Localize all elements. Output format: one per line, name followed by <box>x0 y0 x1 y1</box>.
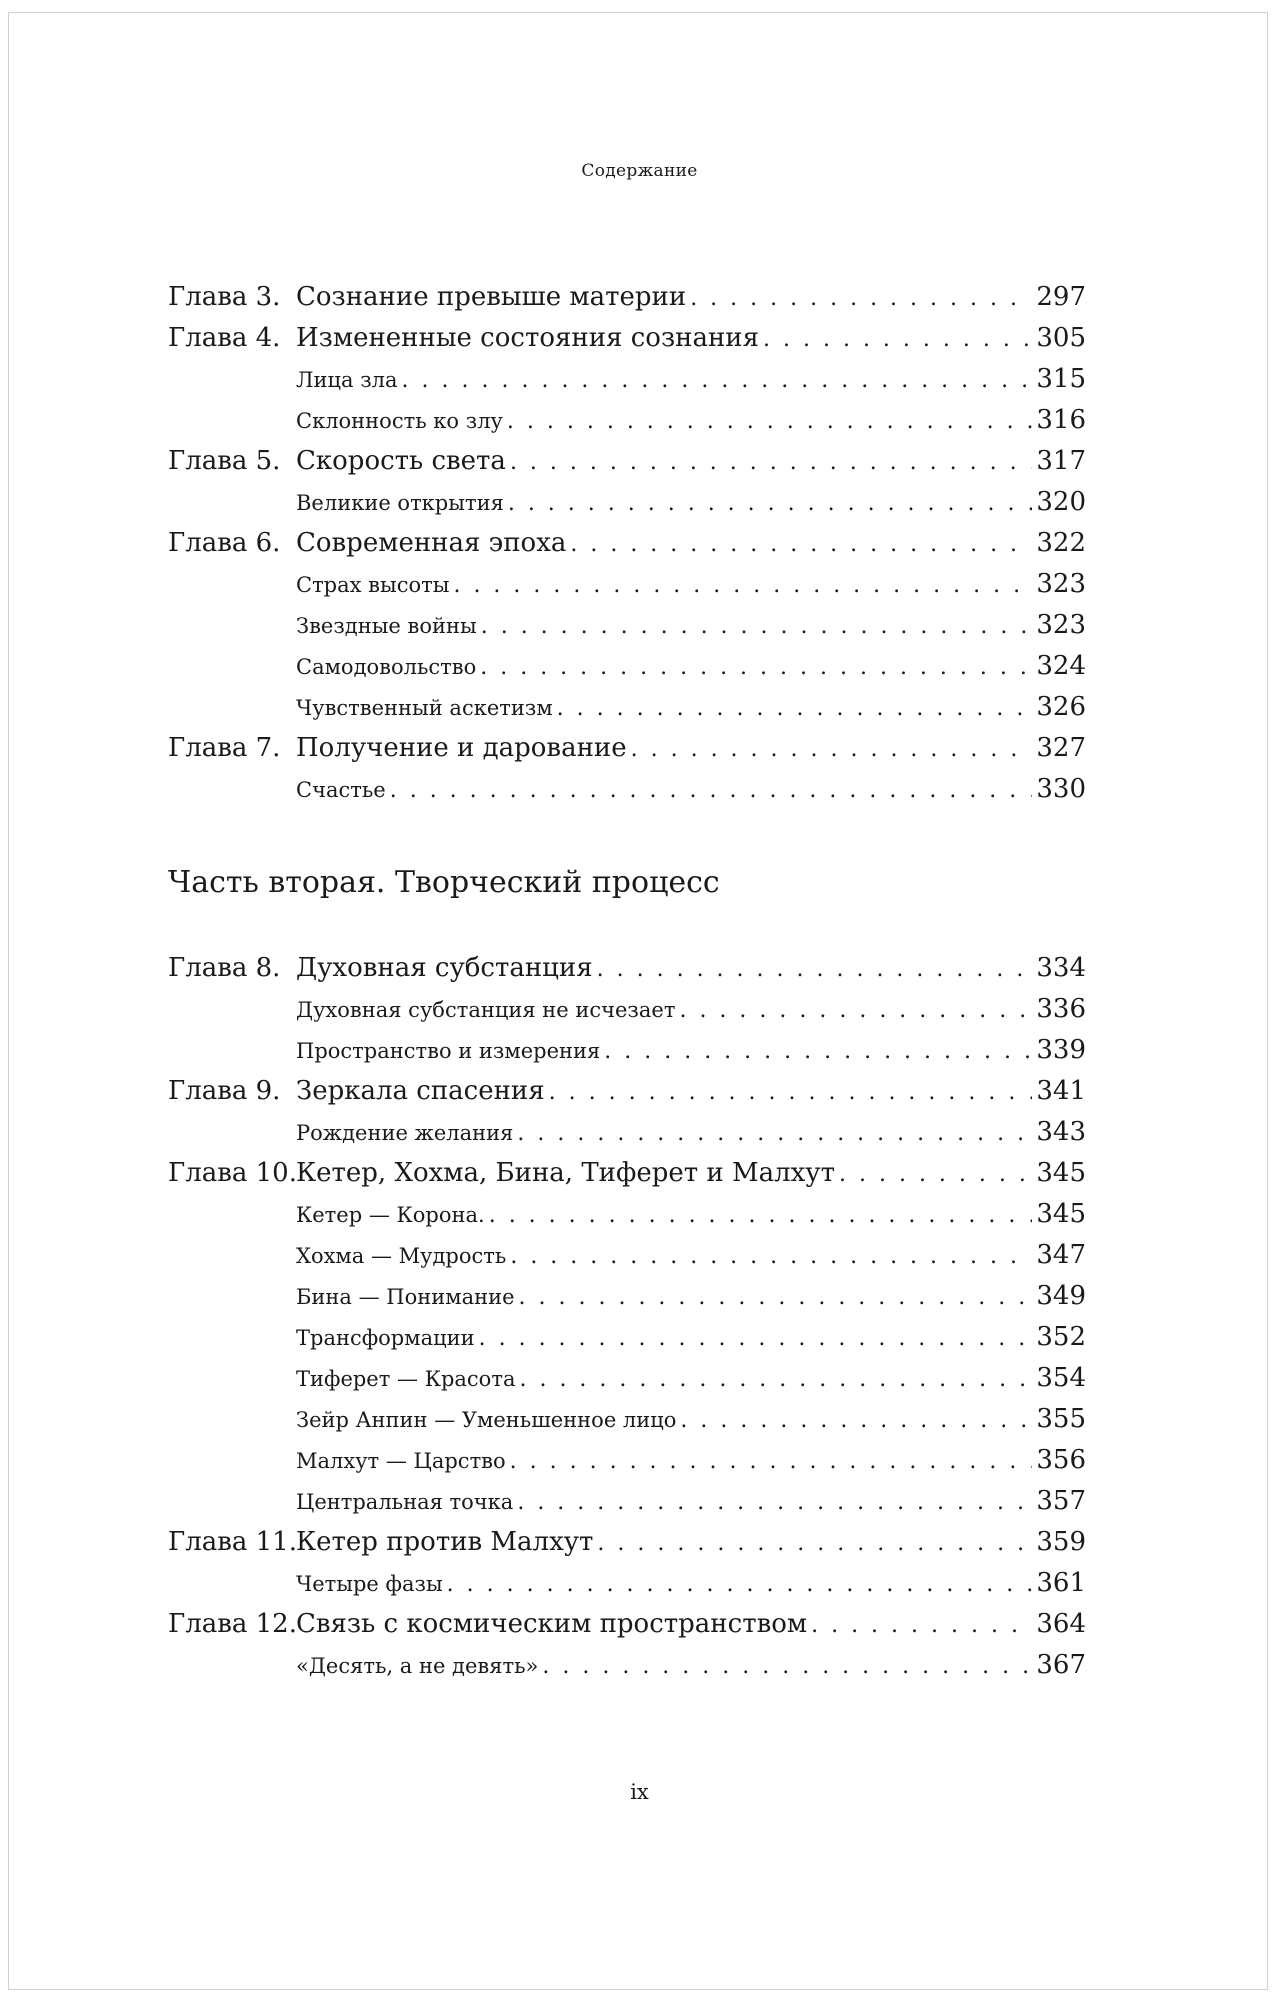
toc-section-row <box>168 994 1086 1035</box>
entry-title: Кетер, Хохма, Бина, Тиферет и Малхут <box>296 1158 835 1188</box>
entry-title: «Десять, а не девять» <box>296 1654 539 1678</box>
toc-section-row <box>168 405 1086 446</box>
entry-page-number: 320 <box>1036 487 1086 517</box>
entry-page-number: 364 <box>1036 1609 1086 1639</box>
dot-leader <box>679 998 1032 1023</box>
entry-page-number: 326 <box>1036 692 1086 722</box>
toc-section-row <box>168 487 1086 528</box>
chapter-label: Глава 8. <box>168 953 281 983</box>
dot-leader <box>510 1244 1032 1269</box>
toc-section-row <box>168 1240 1086 1281</box>
entry-page-number: 317 <box>1036 446 1086 476</box>
entry-title: Звездные войны <box>296 614 477 638</box>
entry-title: Связь с космическим пространством <box>296 1609 808 1639</box>
dot-leader <box>489 1203 1033 1228</box>
toc-chapter-row <box>168 1076 1086 1117</box>
entry-title: Самодовольство <box>296 655 477 679</box>
entry-page-number: 324 <box>1036 651 1086 681</box>
dot-leader <box>453 573 1032 598</box>
toc-chapter-row <box>168 1609 1086 1650</box>
dot-leader <box>763 327 1032 352</box>
toc-section-row <box>168 1445 1086 1486</box>
entry-title: Лица зла <box>296 368 398 392</box>
dot-leader <box>597 957 1033 982</box>
entry-page-number: 305 <box>1036 323 1086 353</box>
toc-section-row <box>168 692 1086 733</box>
toc-chapter-row <box>168 953 1086 994</box>
entry-page-number: 297 <box>1036 282 1086 312</box>
toc-part-one <box>168 282 1086 815</box>
entry-page-number: 330 <box>1036 774 1086 804</box>
chapter-label: Глава 11. <box>168 1527 297 1557</box>
entry-title: Бина — Понимание <box>296 1285 515 1309</box>
entry-page-number: 323 <box>1036 610 1086 640</box>
entry-page-number: 367 <box>1036 1650 1086 1680</box>
entry-page-number: 354 <box>1036 1363 1086 1393</box>
entry-title: Трансформации <box>296 1326 475 1350</box>
toc-section-row <box>168 1322 1086 1363</box>
toc-chapter-row <box>168 733 1086 774</box>
entry-title: Зейр Анпин — Уменьшенное лицо <box>296 1408 677 1432</box>
dot-leader <box>507 409 1032 434</box>
toc-section-row <box>168 1650 1086 1691</box>
dot-leader <box>517 1490 1032 1515</box>
entry-title: Сознание превыше материи <box>296 282 687 312</box>
dot-leader <box>597 1531 1032 1556</box>
entry-title: Четыре фазы <box>296 1572 443 1596</box>
entry-title: Зеркала спасения <box>296 1076 545 1106</box>
dot-leader <box>480 655 1032 680</box>
chapter-label: Глава 6. <box>168 528 281 558</box>
toc-section-row <box>168 1117 1086 1158</box>
entry-title: Тиферет — Красота <box>296 1367 516 1391</box>
toc-part-two <box>168 953 1086 1691</box>
entry-title: Рождение желания <box>296 1121 514 1145</box>
entry-page-number: 347 <box>1036 1240 1086 1270</box>
dot-leader <box>570 532 1032 557</box>
dot-leader <box>402 368 1033 393</box>
entry-page-number: 316 <box>1036 405 1086 435</box>
entry-title: Получение и дарование <box>296 733 627 763</box>
entry-page-number: 361 <box>1036 1568 1086 1598</box>
chapter-label: Глава 5. <box>168 446 281 476</box>
toc-chapter-row <box>168 1527 1086 1568</box>
toc-section-row <box>168 364 1086 405</box>
dot-leader <box>481 614 1033 639</box>
dot-leader <box>557 696 1033 721</box>
toc-chapter-row <box>168 323 1086 364</box>
entry-page-number: 341 <box>1036 1076 1086 1106</box>
entry-page-number: 355 <box>1036 1404 1086 1434</box>
dot-leader <box>690 286 1032 311</box>
toc-section-row <box>168 569 1086 610</box>
entry-title: Измененные состояния сознания <box>296 323 760 353</box>
toc-chapter-row <box>168 528 1086 569</box>
entry-title: Скорость света <box>296 446 506 476</box>
dot-leader <box>517 1121 1032 1146</box>
entry-page-number: 345 <box>1036 1158 1086 1188</box>
entry-title: Пространство и измерения <box>296 1039 601 1063</box>
dot-leader <box>390 778 1033 803</box>
dot-leader <box>510 450 1032 475</box>
toc-section-row <box>168 651 1086 692</box>
entry-title: Малхут — Царство <box>296 1449 506 1473</box>
entry-title: Кетер против Малхут <box>296 1527 594 1557</box>
entry-page-number: 322 <box>1036 528 1086 558</box>
dot-leader <box>549 1080 1033 1105</box>
entry-page-number: 349 <box>1036 1281 1086 1311</box>
toc-section-row <box>168 1568 1086 1609</box>
entry-page-number: 336 <box>1036 994 1086 1024</box>
entry-title: Великие открытия <box>296 491 504 515</box>
entry-title: Склонность ко злу <box>296 409 503 433</box>
entry-page-number: 356 <box>1036 1445 1086 1475</box>
page-number: ix <box>630 1780 649 1804</box>
entry-page-number: 327 <box>1036 733 1086 763</box>
entry-title: Духовная субстанция <box>296 953 593 983</box>
entry-title: Чувственный аскетизм <box>296 696 553 720</box>
chapter-label: Глава 7. <box>168 733 281 763</box>
entry-title: Счастье <box>296 778 386 802</box>
toc-section-row <box>168 610 1086 651</box>
entry-title: Современная эпоха <box>296 528 567 558</box>
entry-page-number: 357 <box>1036 1486 1086 1516</box>
dot-leader <box>631 737 1033 762</box>
toc-section-row <box>168 1486 1086 1527</box>
toc-section-row <box>168 1035 1086 1076</box>
dot-leader <box>510 1449 1033 1474</box>
dot-leader <box>479 1326 1033 1351</box>
entry-page-number: 339 <box>1036 1035 1086 1065</box>
entry-page-number: 315 <box>1036 364 1086 394</box>
toc-chapter-row <box>168 446 1086 487</box>
entry-page-number: 343 <box>1036 1117 1086 1147</box>
dot-leader <box>811 1613 1032 1638</box>
toc-chapter-row <box>168 1158 1086 1199</box>
toc-chapter-row <box>168 282 1086 323</box>
entry-title: Кетер — Корона. <box>296 1203 485 1227</box>
chapter-label: Глава 12. <box>168 1609 297 1639</box>
entry-page-number: 352 <box>1036 1322 1086 1352</box>
dot-leader <box>508 491 1033 516</box>
toc-section-row <box>168 1404 1086 1445</box>
part-heading: Часть вторая. Творческий процесс <box>168 865 720 900</box>
toc-section-row <box>168 1363 1086 1404</box>
dot-leader <box>542 1654 1032 1679</box>
toc-section-row <box>168 1199 1086 1240</box>
dot-leader <box>447 1572 1033 1597</box>
entry-page-number: 334 <box>1036 953 1086 983</box>
entry-title: Духовная субстанция не исчезает <box>296 998 676 1022</box>
dot-leader <box>680 1408 1032 1433</box>
chapter-label: Глава 10. <box>168 1158 297 1188</box>
dot-leader <box>519 1285 1033 1310</box>
entry-page-number: 359 <box>1036 1527 1086 1557</box>
chapter-label: Глава 3. <box>168 282 281 312</box>
entry-page-number: 345 <box>1036 1199 1086 1229</box>
toc-section-row <box>168 774 1086 815</box>
toc-section-row <box>168 1281 1086 1322</box>
entry-page-number: 323 <box>1036 569 1086 599</box>
running-head: Содержание <box>581 161 698 181</box>
dot-leader <box>839 1162 1032 1187</box>
chapter-label: Глава 9. <box>168 1076 281 1106</box>
entry-title: Центральная точка <box>296 1490 514 1514</box>
dot-leader <box>519 1367 1032 1392</box>
entry-title: Хохма — Мудрость <box>296 1244 507 1268</box>
dot-leader <box>604 1039 1032 1064</box>
chapter-label: Глава 4. <box>168 323 281 353</box>
entry-title: Страх высоты <box>296 573 450 597</box>
